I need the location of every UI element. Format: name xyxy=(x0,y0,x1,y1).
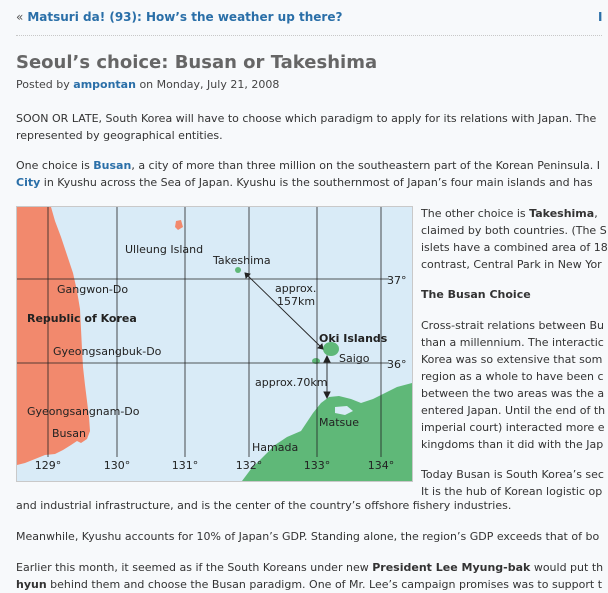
map-label-gyeongnam: Gyeongsangnam-Do xyxy=(27,405,140,418)
paragraph-4-line: Meanwhile, Kyushu accounts for 10% of Japan’s GDP. Standing alone, the region’s GDP exceeds that of bo xyxy=(16,530,600,543)
paragraph-5-text-a: Earlier this month, it seemed as if the South Koreans under new xyxy=(16,561,373,574)
map-label-lat37: 37° xyxy=(387,274,407,287)
busan-link[interactable]: Busan xyxy=(93,159,132,172)
post-title: Seoul’s choice: Busan or Takeshima xyxy=(16,52,378,73)
posted-by-label: Posted by xyxy=(16,78,70,91)
prev-post-link[interactable]: Matsuri da! (93): How’s the weather up there? xyxy=(27,10,343,24)
paragraph-2-line-1 xyxy=(16,157,600,174)
map-label-lat36: 36° xyxy=(387,358,407,371)
map-label-takeshima: Takeshima xyxy=(213,254,271,267)
longitude-label: 131° xyxy=(171,459,199,472)
korea-japan-map xyxy=(16,206,413,482)
right-line-3: islets have a combined area of 18 xyxy=(421,241,608,254)
right-para-line-2: than a millennium. The interactic xyxy=(421,336,604,349)
paragraph-2-text-c: in Kyushu across the Sea of Japan. Kyushu is the southernmost of Japan’s four main islands and has xyxy=(40,176,593,189)
previous-post-nav xyxy=(16,10,342,24)
longitude-label: 132° xyxy=(235,459,263,472)
paragraph-1-line-2: represented by geographical entities. xyxy=(16,129,223,142)
right-today-line: Today Busan is South Korea’s sec xyxy=(421,468,604,481)
paragraph-1-line-1: SOON OR LATE, South Korea will have to choose which paradigm to apply for its relations with Japan. The xyxy=(16,112,597,125)
president-name: President Lee Myung-bak xyxy=(372,561,531,574)
map-label-saigo: Saigo xyxy=(339,352,370,365)
author-link[interactable]: ampontan xyxy=(73,78,136,91)
right-para-line-5: between the two areas was the a xyxy=(421,387,605,400)
map-label-gangwon: Gangwon-Do xyxy=(57,283,129,296)
right-para-line-3: Korea was so extensive that som xyxy=(421,353,603,366)
map-label-hamada: Hamada xyxy=(252,441,299,454)
takeshima-bold: Takeshima xyxy=(529,207,595,220)
post-byline xyxy=(16,78,279,91)
paragraph-5-line-2 xyxy=(16,576,602,593)
right-line-1 xyxy=(421,205,598,222)
map-label-dist2: approx.70km xyxy=(255,376,328,389)
map-label-oki: Oki Islands xyxy=(319,332,388,345)
paragraph-2-text-b: , a city of more than three million on the southeastern part of the Korean Peninsula. I xyxy=(131,159,600,172)
map-label-dist1-a: approx. xyxy=(275,282,317,295)
right-para-line-7: imperial court) interacted more e xyxy=(421,421,605,434)
right-para-line-4: region as a whole to have been c xyxy=(421,370,604,383)
paragraph-3-line: and industrial infrastructure, and is the center of the country’s offshore fishery industries. xyxy=(16,499,512,512)
longitude-label: 134° xyxy=(367,459,395,472)
map-label-matsue: Matsue xyxy=(319,416,360,429)
busan-choice-heading: The Busan Choice xyxy=(421,288,531,301)
right-line-2: claimed by both countries. (The S xyxy=(421,224,607,237)
longitude-label: 133° xyxy=(303,459,331,472)
prev-arrow: « xyxy=(16,10,24,24)
post-date: on Monday, July 21, 2008 xyxy=(139,78,280,91)
right-para-line-8: kingdoms than it did with the Jap xyxy=(421,438,604,451)
right-para-line-1: Cross-strait relations between Bu xyxy=(421,319,605,332)
right-line-4: contrast, Central Park in New Yor xyxy=(421,258,602,271)
map-label-ulleung: Ulleung Island xyxy=(125,243,204,256)
longitude-label: 130° xyxy=(103,459,131,472)
city-link[interactable]: City xyxy=(16,176,41,189)
map-label-gyeongbuk: Gyeongsangbuk-Do xyxy=(53,345,162,358)
divider xyxy=(16,35,602,36)
map-label-busan: Busan xyxy=(52,427,86,440)
paragraph-2-text-a: One choice is xyxy=(16,159,94,172)
map-svg xyxy=(17,207,412,481)
right-hub-line: It is the hub of Korean logistic op xyxy=(421,485,603,498)
paragraph-5-line-1 xyxy=(16,559,603,576)
paragraph-5-text-c: behind them and choose the Busan paradigm. One of Mr. Lee’s campaign promises was to support t xyxy=(46,578,603,591)
paragraph-5-text-b: would put th xyxy=(530,561,604,574)
takeshima-shape xyxy=(235,267,241,273)
next-post-link[interactable]: I xyxy=(598,10,603,24)
right-para-line-6: entered Japan. Until the end of th xyxy=(421,404,606,417)
paragraph-5-bold-2: hyun xyxy=(16,578,47,591)
longitude-label: 129° xyxy=(34,459,62,472)
right-line-1-text: The other choice is Takeshima, xyxy=(421,207,598,220)
map-label-dist1-b: 157km xyxy=(277,295,316,308)
paragraph-2-line-2 xyxy=(16,174,593,191)
map-label-republic: Republic of Korea xyxy=(27,312,137,325)
